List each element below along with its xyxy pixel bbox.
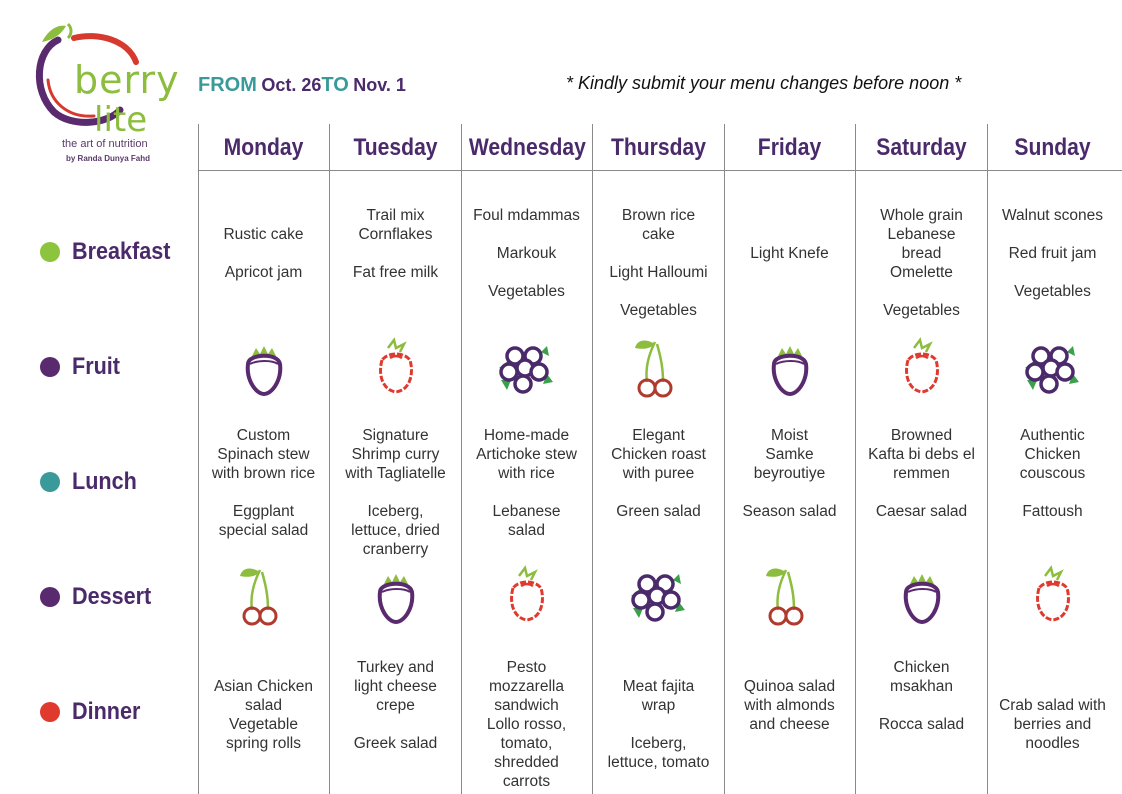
lunch-dot-icon <box>40 472 60 492</box>
day-header-saturday: Saturday <box>876 134 967 161</box>
dessert-tuesday-icon <box>360 562 430 632</box>
day-header-sunday: Sunday <box>1014 134 1091 161</box>
dinner-cell-sunday: Crab salad with berries and noodles <box>999 697 1106 752</box>
logo-word-lite: lite <box>94 100 148 140</box>
fruit-monday-icon <box>228 334 298 404</box>
dessert-friday-icon <box>754 562 824 632</box>
meal-label-dessert: Dessert <box>40 583 160 611</box>
breakfast-cell-thursday: Brown rice cake Light Halloumi Vegetables <box>609 207 708 319</box>
breakfast-cell-monday: Rustic cake Apricot jam <box>223 226 304 281</box>
lunch-cell-monday: Custom Spinach stew with brown rice Eggplant special salad <box>211 427 316 539</box>
day-header-monday: Monday <box>223 134 304 161</box>
lunch-cell-sunday: Authentic Chicken couscous Fattoush <box>1019 427 1086 520</box>
fruit-wednesday-icon <box>491 334 561 404</box>
dinner-dot-icon <box>40 702 60 722</box>
header-divider <box>198 170 1122 171</box>
day-header-thursday: Thursday <box>610 134 707 161</box>
breakfast-cell-tuesday: Trail mix Cornflakes Fat free milk <box>352 207 439 281</box>
meal-label-dinner: Dinner <box>40 698 148 726</box>
fruit-dot-icon <box>40 357 60 377</box>
day-header-friday: Friday <box>757 134 822 161</box>
logo-word-berry: berry <box>74 58 180 102</box>
lunch-cell-friday: Moist Samke beyroutiye Season salad <box>742 427 837 520</box>
fruit-sunday-icon <box>1017 334 1087 404</box>
breakfast-cell-sunday: Walnut scones Red fruit jam Vegetables <box>1001 207 1104 300</box>
meal-label-lunch: Lunch <box>40 468 144 496</box>
day-header-tuesday: Tuesday <box>353 134 438 161</box>
breakfast-cell-friday: Light Knefe <box>750 245 829 262</box>
breakfast-cell-wednesday: Foul mdammas Markouk Vegetables <box>473 207 580 300</box>
to-date: Nov. 1 <box>353 75 406 95</box>
lunch-cell-tuesday: Signature Shrimp curry with Tagliatelle Iceberg, lettuce, dried cranberry <box>345 427 446 558</box>
date-range <box>198 74 406 97</box>
breakfast-dot-icon <box>40 242 60 262</box>
dessert-saturday-icon <box>886 562 956 632</box>
from-label: FROM <box>198 74 257 96</box>
from-date: Oct. 26 <box>261 75 322 95</box>
fruit-saturday-icon <box>886 334 956 404</box>
menu-change-notice: * Kindly submit your menu changes before noon * <box>566 73 962 93</box>
lunch-cell-saturday: Browned Kafta bi debs el remmen Caesar salad <box>868 427 975 520</box>
fruit-thursday-icon <box>623 334 693 404</box>
lunch-cell-thursday: Elegant Chicken roast with puree Green salad <box>611 427 706 520</box>
dinner-cell-monday: Asian Chicken salad Vegetable spring rolls <box>213 678 314 752</box>
lunch-cell-wednesday: Home-made Artichoke stew with rice Lebanese salad <box>476 427 577 539</box>
dinner-cell-wednesday: Pesto mozzarella sandwich Lollo rosso, tomato, shredded carrots <box>486 659 567 790</box>
fruit-friday-icon <box>754 334 824 404</box>
dessert-wednesday-icon <box>491 562 561 632</box>
dinner-cell-friday: Quinoa salad with almonds and cheese <box>743 678 836 733</box>
dessert-dot-icon <box>40 587 60 607</box>
dessert-monday-icon <box>228 562 298 632</box>
dinner-cell-saturday: Chicken msakhan Rocca salad <box>878 659 965 733</box>
dinner-cell-tuesday: Turkey and light cheese crepe Greek salad <box>353 659 438 752</box>
meal-label-breakfast: Breakfast <box>40 238 181 266</box>
logo-byline: by Randa Dunya Fahd <box>66 154 151 163</box>
dessert-thursday-icon <box>623 562 693 632</box>
breakfast-cell-saturday: Whole grain Lebanese bread Omelette Vegetables <box>880 207 963 319</box>
brand-logo <box>28 20 178 170</box>
dessert-sunday-icon <box>1017 562 1087 632</box>
logo-tagline: the art of nutrition <box>62 138 148 150</box>
meal-label-fruit: Fruit <box>40 353 125 381</box>
fruit-tuesday-icon <box>360 334 430 404</box>
dinner-cell-thursday: Meat fajita wrap Iceberg, lettuce, tomato <box>607 678 710 771</box>
day-header-wednesday: Wednesday <box>468 134 586 161</box>
to-label: TO <box>321 74 349 96</box>
